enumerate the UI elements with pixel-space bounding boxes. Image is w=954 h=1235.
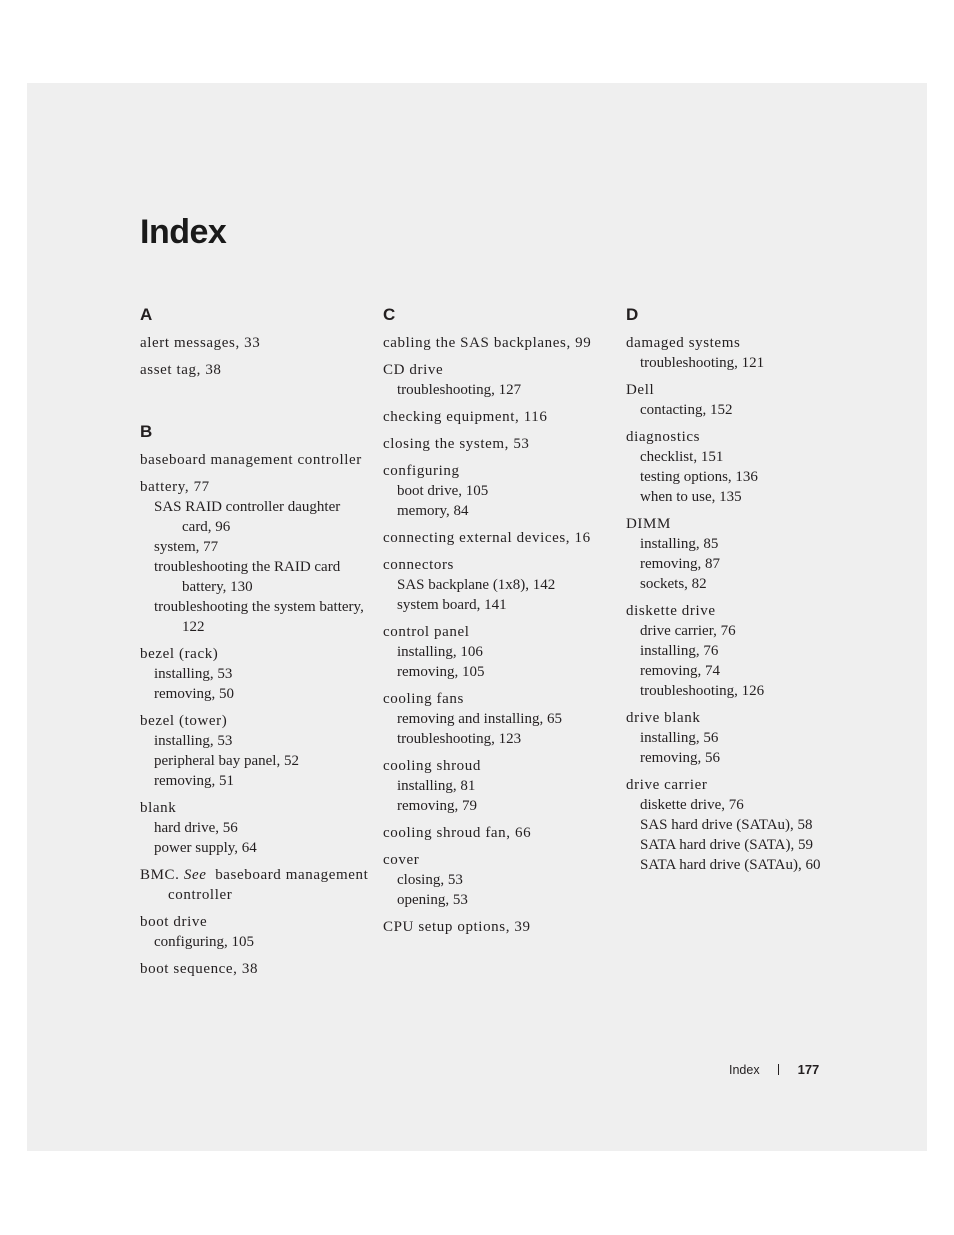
entry-term-text: closing the system, 53	[383, 436, 530, 452]
entry-subterm: removing, 74	[640, 663, 720, 679]
entry-term-text: damaged systems	[626, 335, 741, 351]
index-entry	[383, 360, 613, 400]
entry-term-text: connecting external devices, 16	[383, 530, 591, 546]
entry-subterm: closing, 53	[397, 872, 463, 888]
entry-term	[140, 333, 370, 353]
entry-subterm: installing, 76	[640, 643, 719, 659]
entry-subterm: installing, 81	[397, 778, 476, 794]
entry-subterm: installing, 53	[154, 666, 233, 682]
entry-subterm: configuring, 105	[154, 934, 254, 950]
entry-term	[140, 912, 370, 932]
see-reference: See	[183, 867, 207, 883]
index-section	[383, 305, 613, 937]
entry-term	[140, 644, 370, 664]
entry-term-text: bezel (rack)	[140, 646, 219, 662]
entry-term-text: Dell	[626, 382, 655, 398]
index-entry	[383, 555, 613, 615]
section-letter: D	[626, 305, 639, 324]
index-column-3	[626, 305, 856, 882]
entry-term	[626, 380, 856, 400]
index-entry	[383, 823, 613, 843]
entry-term-text: cooling fans	[383, 691, 464, 707]
entry-term-text: boot drive	[140, 914, 208, 930]
entry-term	[626, 775, 856, 795]
entry-subterm: removing, 87	[640, 556, 720, 572]
entry-term-text: checking equipment, 116	[383, 409, 548, 425]
entry-subterm: troubleshooting the system battery, 122	[154, 599, 364, 635]
entry-term-text: cooling shroud	[383, 758, 481, 774]
entry-subterm: removing, 51	[154, 773, 234, 789]
entry-term-text: cover	[383, 852, 420, 868]
entry-subterm: opening, 53	[397, 892, 468, 908]
section-letter: A	[140, 305, 153, 324]
entry-term-text: DIMM	[626, 516, 671, 532]
entry-subterm: testing options, 136	[640, 469, 758, 485]
entry-term-text: drive blank	[626, 710, 701, 726]
entry-term	[626, 333, 856, 353]
index-column-2	[383, 305, 613, 944]
entry-term	[626, 601, 856, 621]
index-entry	[383, 917, 613, 937]
page-title: Index	[140, 213, 227, 251]
entry-term	[383, 756, 613, 776]
index-entry	[383, 434, 613, 454]
entry-subterm: troubleshooting the RAID card battery, 130	[154, 559, 341, 595]
entry-subterm: troubleshooting, 127	[397, 382, 522, 398]
entry-subterm: system board, 141	[397, 597, 507, 613]
entry-term	[626, 514, 856, 534]
page-number: 177	[797, 1062, 820, 1077]
footer-label: Index	[729, 1063, 760, 1077]
entry-subterm: hard drive, 56	[154, 820, 238, 836]
index-section	[140, 422, 370, 979]
index-entry	[383, 756, 613, 816]
entry-term	[383, 434, 613, 454]
index-entry	[383, 528, 613, 548]
entry-subterm: troubleshooting, 126	[640, 683, 765, 699]
entry-subterm: peripheral bay panel, 52	[154, 753, 299, 769]
entry-subterm: SAS backplane (1x8), 142	[397, 577, 556, 593]
index-entry	[140, 333, 370, 353]
index-entry	[140, 798, 370, 858]
entry-subterm: boot drive, 105	[397, 483, 489, 499]
section-letter: B	[140, 422, 153, 441]
entry-subterm: removing and installing, 65	[397, 711, 562, 727]
index-entry	[140, 450, 370, 470]
entry-term	[383, 689, 613, 709]
entry-term	[140, 360, 370, 380]
entry-term-text: configuring	[383, 463, 460, 479]
index-section	[626, 305, 856, 875]
entry-term-text: alert messages, 33	[140, 335, 261, 351]
entry-term	[626, 427, 856, 447]
index-entry	[383, 333, 613, 353]
entry-term	[140, 959, 370, 979]
entry-subterm: checklist, 151	[640, 449, 724, 465]
index-entry	[383, 689, 613, 749]
entry-term-text: battery, 77	[140, 479, 210, 495]
entry-term	[383, 407, 613, 427]
entry-term	[383, 360, 613, 380]
footer-separator	[778, 1064, 779, 1075]
entry-subterm: removing, 79	[397, 798, 477, 814]
index-entry	[140, 711, 370, 791]
entry-term-text: boot sequence, 38	[140, 961, 259, 977]
entry-term-text: control panel	[383, 624, 470, 640]
entry-term-text: BMC.	[140, 867, 180, 883]
section-letter: C	[383, 305, 396, 324]
entry-subterm: installing, 53	[154, 733, 233, 749]
index-entry	[626, 333, 856, 373]
entry-subterm: contacting, 152	[640, 402, 733, 418]
entry-term	[383, 622, 613, 642]
index-entry	[626, 775, 856, 875]
entry-subterm: SAS RAID controller daughter card, 96	[154, 499, 341, 535]
index-entry	[626, 601, 856, 701]
entry-subterm: removing, 105	[397, 664, 485, 680]
see-target: baseboard management controller	[168, 867, 369, 903]
entry-term	[383, 917, 613, 937]
entry-subterm: SAS hard drive (SATAu), 58	[640, 817, 813, 833]
entry-term-text: cooling shroud fan, 66	[383, 825, 532, 841]
index-entry	[140, 360, 370, 380]
entry-subterm: memory, 84	[397, 503, 469, 519]
index-entry	[140, 959, 370, 979]
entry-subterm: sockets, 82	[640, 576, 707, 592]
index-entry	[140, 477, 370, 637]
entry-subterm: diskette drive, 76	[640, 797, 744, 813]
index-entry	[140, 912, 370, 952]
index-entry	[626, 380, 856, 420]
entry-subterm: troubleshooting, 121	[640, 355, 765, 371]
index-entry	[626, 514, 856, 594]
entry-term-text: bezel (tower)	[140, 713, 228, 729]
entry-term-text: cabling the SAS backplanes, 99	[383, 335, 592, 351]
index-entry	[140, 865, 370, 905]
index-entry	[383, 461, 613, 521]
entry-term	[140, 798, 370, 818]
index-entry	[383, 850, 613, 910]
index-entry	[626, 708, 856, 768]
index-column-1	[140, 305, 370, 986]
entry-term	[140, 711, 370, 731]
entry-term	[626, 708, 856, 728]
entry-term	[140, 865, 370, 905]
entry-term	[383, 823, 613, 843]
index-entry	[383, 622, 613, 682]
entry-subterm: removing, 56	[640, 750, 720, 766]
entry-term-text: CD drive	[383, 362, 444, 378]
entry-term	[383, 555, 613, 575]
index-entry	[140, 644, 370, 704]
entry-subterm: system, 77	[154, 539, 219, 555]
entry-subterm: SATA hard drive (SATAu), 60	[640, 857, 821, 873]
entry-term	[383, 333, 613, 353]
entry-subterm: installing, 56	[640, 730, 719, 746]
entry-term-text: connectors	[383, 557, 454, 573]
index-entry	[626, 427, 856, 507]
entry-subterm: troubleshooting, 123	[397, 731, 522, 747]
entry-term	[140, 450, 370, 470]
entry-subterm: installing, 106	[397, 644, 483, 660]
entry-term-text: asset tag, 38	[140, 362, 222, 378]
entry-term	[383, 461, 613, 481]
entry-term-text: diskette drive	[626, 603, 716, 619]
entry-subterm: removing, 50	[154, 686, 234, 702]
entry-subterm: SATA hard drive (SATA), 59	[640, 837, 813, 853]
entry-subterm: drive carrier, 76	[640, 623, 736, 639]
entry-term-text: drive carrier	[626, 777, 708, 793]
entry-subterm: when to use, 135	[640, 489, 742, 505]
entry-term-text: diagnostics	[626, 429, 701, 445]
index-entry	[383, 407, 613, 427]
page-footer	[729, 1061, 819, 1079]
entry-term-text: baseboard management controller	[140, 452, 362, 468]
index-section	[140, 305, 370, 380]
entry-subterm: power supply, 64	[154, 840, 257, 856]
entry-term	[383, 528, 613, 548]
entry-term-text: blank	[140, 800, 177, 816]
entry-term-text: CPU setup options, 39	[383, 919, 531, 935]
entry-subterm: installing, 85	[640, 536, 719, 552]
entry-term	[383, 850, 613, 870]
entry-term	[140, 477, 370, 497]
